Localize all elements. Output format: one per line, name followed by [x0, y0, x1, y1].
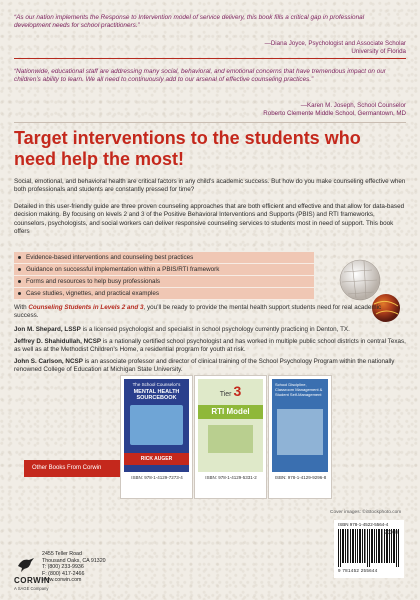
book-cover-title: RTI Model [198, 405, 263, 419]
list-item [14, 264, 314, 276]
author-bio: is a nationally certified school psychologist and has worked in multiple public school districts in central Texas, as well as at the Methodist Children’s Home, a residential program for youth at risk. [14, 338, 406, 354]
benefits-list [14, 252, 314, 300]
book-cover-title: MENTAL HEALTH SOURCEBOOK [133, 389, 180, 401]
list-item [14, 288, 314, 300]
barcode [334, 520, 404, 578]
address-line: Thousand Oaks, CA 91320 [42, 557, 106, 564]
divider-top [14, 58, 406, 59]
tier-word: Tier [219, 391, 232, 398]
cover-illustration [130, 405, 183, 445]
bullet-icon [18, 280, 21, 283]
book-card[interactable] [120, 375, 193, 499]
closing-paragraph [14, 304, 406, 321]
author-bio: is a licensed psychologist and specialist in school psychology currently practicing in Denton, TX. [80, 326, 350, 333]
publisher-address [42, 551, 106, 584]
address-line: 2455 Teller Road [42, 551, 82, 557]
book-card[interactable] [268, 375, 332, 499]
book-cover-image [198, 379, 263, 472]
book-cover-image [272, 379, 328, 472]
quote-1-affiliation: University of Florida [351, 48, 406, 55]
list-item-text: Forms and resources to help busy professionals [26, 278, 161, 285]
divider-quotes [14, 122, 406, 123]
quote-2-affiliation: Roberto Clemente Middle School, Germantown, MD [263, 110, 406, 117]
bullet-icon [18, 256, 21, 259]
other-books-label: Other Books From Corwin [24, 460, 128, 477]
address-line: F: (800) 417-2466 [42, 570, 85, 577]
book-cover-author: RICK AUGER [124, 453, 189, 465]
book-cover-tier-label [198, 383, 263, 399]
barcode-digits: 9 781452 255644 [338, 568, 378, 573]
bullet-icon [18, 292, 21, 295]
corwin-crow-icon [16, 554, 36, 574]
list-item [14, 252, 314, 264]
barcode-price: 90000 [384, 530, 398, 536]
publisher-tagline: A SAGE Company [14, 586, 49, 591]
quote-2-attribution [14, 102, 406, 118]
quote-2-text: “Nationwide, educational staff are addressing many social, behavioral, and emotional concerns that have tremendous impact on our children’s ability to learn. We all need to continuously add to our arsenal of effective counseling practices.” [14, 68, 386, 84]
book-cover-image [124, 379, 189, 472]
closing-prefix: With [14, 304, 29, 311]
quote-1-attribution [14, 40, 406, 56]
address-line: T: (800) 233-9936 [42, 564, 84, 571]
closing-suffix: , you’ll be ready to provide the mental health support students need for real academic success. [14, 304, 382, 320]
bio-shahidullah [14, 338, 406, 355]
book-cover-subtitle: The School Counselor’s [132, 382, 181, 387]
barcode-isbn: ISBN 978-1-4522-5564-4 [338, 522, 389, 527]
book-isbn: ISBN: 978-1-4129-5331-2 [205, 475, 257, 480]
tier-number: 3 [233, 383, 242, 399]
intro-paragraph: Social, emotional, and behavioral health are critical factors in any child’s academic success. But how do you make counseling effective when both professionals and students are constantly pressed for time? [14, 178, 406, 194]
book-cover-title: School Discipline, Classroom Management & Student Self-Management [275, 382, 323, 397]
author-bio: is an associate professor and director of clinical training of the School Psychology Program within the nationally renowned College of Education at Michigan State University. [14, 358, 395, 374]
publisher-logo: CORWIN [14, 576, 51, 585]
book-card[interactable] [194, 375, 267, 499]
quote-1-author: —Diana Joyce, Psychologist and Associate Scholar [264, 40, 406, 47]
quote-1-text: “As our nation implements the Response to Intervention model of service delivery, this book fills a critical gap in professional development needs for school practitioners.” [14, 14, 365, 30]
book-isbn: ISBN: 978-1-4129-9296-8 [274, 475, 327, 480]
headline: Target interventions to the students who need help the most! [14, 128, 361, 169]
author-name: John S. Carlson, NCSP [14, 358, 83, 365]
bio-carlson [14, 358, 406, 375]
list-item-text: Case studies, vignettes, and practical examples [26, 290, 160, 297]
book-title: Counseling Students in Levels 2 and 3 [28, 304, 144, 311]
cover-credit: Cover images: ©iStockphoto.com [330, 510, 402, 515]
book-isbn: ISBN: 978-1-4129-7273-4 [131, 475, 183, 480]
author-name: Jeffrey D. Shahidullah, NCSP [14, 338, 102, 345]
author-name: Jon M. Shepard, LSSP [14, 326, 81, 333]
list-item-text: Guidance on successful implementation within a PBIS/RTI framework [26, 266, 220, 273]
cover-illustration [208, 425, 253, 453]
decorative-ball-image [322, 250, 406, 334]
detail-paragraph: Detailed in this user-friendly guide are three proven counseling approaches that are both efficient and effective and that allow for data-based decision making. By focusing on levels 2 and 3 of the Positive Behavioral Interventions and Supports (PBIS) and RTI frameworks, counselors, psychologists, and social workers can deliver responsive counseling services to students most in need of support. This book offers [14, 203, 405, 235]
list-item-text: Evidence-based interventions and counseling best practices [26, 254, 194, 261]
cover-illustration [277, 409, 323, 455]
publisher-website-link[interactable]: www.corwin.com [42, 577, 82, 584]
list-item [14, 276, 314, 288]
bullet-icon [18, 268, 21, 271]
quote-2-author: —Karen M. Joseph, School Counselor [300, 102, 406, 109]
bio-shepard [14, 326, 406, 334]
